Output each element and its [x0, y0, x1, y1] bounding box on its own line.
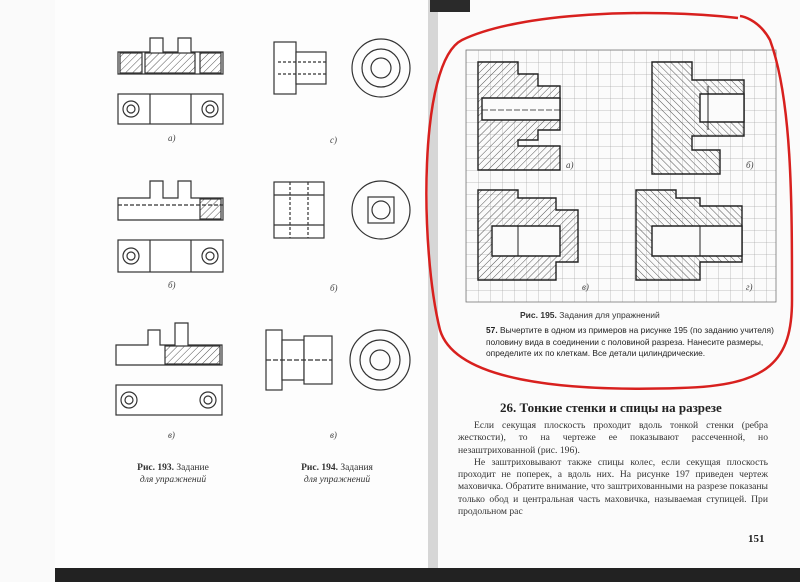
- page-number: 151: [748, 533, 765, 545]
- fig193-caption: [118, 462, 228, 486]
- fig194-caption: [282, 462, 392, 486]
- top-dark-edge: [430, 0, 470, 12]
- fig193-number: Рис. 193.: [137, 463, 175, 473]
- fig193-subtitle: для упражнений: [139, 475, 207, 485]
- bottom-dark-edge: [55, 568, 800, 582]
- section-heading: 26. Тонкие стенки и спицы на разрезе: [500, 400, 722, 415]
- fig195-label-c: в): [582, 282, 589, 292]
- left-page: [55, 0, 433, 582]
- fig193-label-b: б): [168, 280, 176, 290]
- scan-shadow-left: [0, 0, 55, 582]
- fig195-caption: [520, 310, 660, 320]
- task-57: [486, 325, 776, 360]
- fig195-number: Рис. 195.: [520, 310, 557, 320]
- fig194-label-c: в): [330, 430, 337, 440]
- paragraph-2: Не заштриховывают также спицы колес, если секущая плоскость проходит не поперек, а вдоль них. На рисунке 197 приведен чертеж маховичка. Обратите внимание, что заштрихованными на разрезе показаны только обод и центральная часть маховичка, называемая ступицей. При продольном рас: [458, 456, 768, 518]
- fig195-label-b: б): [746, 160, 754, 170]
- fig194-label-a: с): [330, 135, 337, 145]
- fig194-subtitle: для упражнений: [303, 475, 371, 485]
- fig194-title: Задания: [340, 463, 373, 473]
- fig194-label-b: б): [330, 283, 338, 293]
- fig194-number: Рис. 194.: [301, 463, 338, 473]
- task-57-number: 57.: [486, 325, 498, 335]
- body-text: [458, 420, 768, 518]
- paragraph-1: Если секущая плоскость проходит вдоль тонкой стенки (ребра жесткости), то на чертеже ее показывают рассеченной, но незаштрихованной (рис. 196).: [458, 420, 768, 456]
- fig195-title: Задания для упражнений: [559, 310, 660, 320]
- fig193-label-a: а): [168, 133, 176, 143]
- fig195-label-d: г): [746, 282, 753, 292]
- task-57-text: Вычертите в одном из примеров на рисунке 195 (по заданию учителя) половину вида в соединении с половиной разреза. Нанесите размеры, определите их по клеткам. Все детали цилиндрические.: [486, 325, 774, 358]
- fig195-label-a: а): [566, 160, 574, 170]
- fig193-label-c: в): [168, 430, 175, 440]
- fig193-title: Задание: [176, 463, 209, 473]
